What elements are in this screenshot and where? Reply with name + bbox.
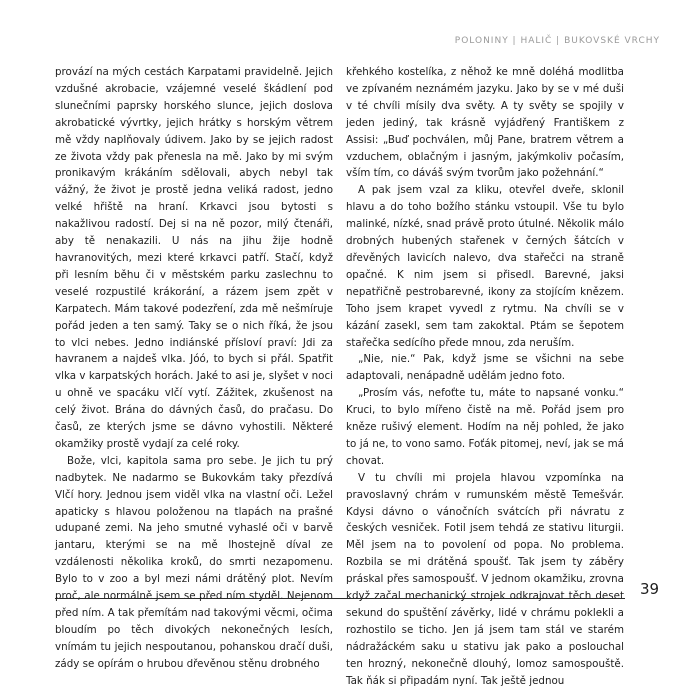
- paragraph: Bože, vlci, kapitola sama pro sebe. Je jich tu prý nadbytek. Ne nadarmo se Bukovkám taky přezdívá Vlčí hory. Jednou jsem viděl vlka na vlastní oči. Ležel apaticky s hlavou položenou na tlapách na prašné udupané zemi. Na jeho smutné vyhaslé oči v barvě jantaru, kterými se na mě lhostejně díval ze vzdálenosti několika kroků, do smrti nezapomenu. Bylo to v zoo a byl mezi námi drátěný plot. Nevím proč, ale normálně jsem se před ním styděl. Nejenom před ním. A tak přemítám nad takovými věcmi, očima bloudím po těch divokých nekonečných lesích, vnímám tu jejich nespoutanou, pohanskou dračí duši, zády se opírám o hrubou dřevěnou stěnu drobného: [55, 454, 333, 670]
- paragraph: V tu chvíli mi projela hlavou vzpomínka na pravoslavný chrám v rumunském městě Temešvár. Kdysi dávno o vánočních svátcích při návratu z českých vesniček. Fotil jsem tehdá ze stativu liturgii. Měl jsem na to povolení od popa. No problema. Rozbila se mi drátěná spoušť. Tak jsem ty záběry práskal přes samospoušť. V jednom okamžiku, zrovna když začal mechanický strojek odkrajovat těch deset sekund do spuštění závěrky, lidé v chrámu poklekli a rozhostilo se ticho. Jen já jsem tam stál ve starém nádražáckém saku u stativu jak pako a poslouchal ten hrozný, nekonečně dlouhý, lomoz samospouště. Tak ňák si připadám nyní. Tak ještě jednou: [346, 471, 624, 687]
- page-number: 39: [640, 580, 660, 598]
- left-column: [55, 64, 333, 673]
- paragraph: „Nie, nie.“ Pak, když jsme se všichni na sebe adaptovali, nenápadně udělám jedno foto.: [346, 353, 624, 383]
- paragraph: A pak jsem vzal za kliku, otevřel dveře, sklonil hlavu a do toho božího stánku vstoupil. Vše tu bylo malinké, nízké, snad právě proto útulné. Několik málo drobných hubených stařenek v černých šátcích v dřevěných lavicích nalevo, dva stařečci na straně opačné. K nim jsem si přisedl. Barevné, jaksi nepatřičně pestrobarevné, ikony za stojícím knězem. Toho jsem krapet vyvedl z rytmu. Na chvíli se v kázání zasekl, sem tam zakoktal. Ptám se šepotem stařečka sedícího přede mnou, zda neruším.: [346, 184, 624, 349]
- paragraph: „Prosím vás, nefoťte tu, máte to napsané vonku.“ Kruci, to bylo mířeno čistě na mě. Pořád jsem pro kněze rušivý element. Hodím na něj pohled, že jako to já ne, to vono samo. Foťák pitomej, neví, jak se má chovat.: [346, 387, 624, 467]
- paragraph: provází na mých cestách Karpatami pravidelně. Jejich vzdušné akrobacie, vzájemné veselé škádlení pod slunečními paprsky horského slunce, jejich doslova akrobatické vývrtky, jejich hrátky s horským větrem mě vždy naplňovaly údivem. Jako by se jejich radost ze života vždy pak přenesla na mě. Jako by mi svým pronikavým krákáním sdělovali, abych nebyl tak vážný, že život je prostě jedna veliká radost, jedno velké hřiště na hraní. Krkavci jsou bytosti s nakažlivou radostí. Dej si na ně pozor, milý čtenáři, aby tě nenakazili. U nás na jihu žije hodně havranovitých, mezi které krkavci patří. Stačí, když při lesním běhu či v městském parku zaslechnu to veselé rozpustilé krákorání, a rázem jsem zpět v Karpatech. Mám takové podezření, zda mě nešmíruje pořád jeden a ten samý. Taky se o nich říká, že jsou to vlci nebes. Jedno indiánské přísloví praví: Jdi za havranem a najdeš vlka. Jóó, to bych si přál. Spatřit vlka v karpatských horách. Jaké to asi je, slyšet v noci u ohně ve spacáku vlčí vytí. Zážitek, zkušenost na celý život. Brána do dávných časů, do pračasu. Do časů, ze kterých jsme se dávno vyhostili. Některé okamžiky prostě vydají za celé roky.: [55, 66, 333, 450]
- right-column: [346, 64, 624, 690]
- running-head: POLONINY | HALIČ | BUKOVSKÉ VRCHY: [454, 36, 660, 46]
- paragraph: křehkého kostelíka, z něhož ke mně doléhá modlitba ve zpívaném neznámém jazyku. Jako by se v mé duši v té chvíli mísily dva světy. A ty světy se spojily v jeden jediný, tak krásně vyjádřený Františkem z Assisi: „Buď pochválen, můj Pane, bratrem větrem a vzduchem, oblačným i jasným, jakýmkoliv počasím, vším tím, co dáváš svým tvorům jako požehnání.“: [346, 66, 624, 180]
- footer-rule: [55, 598, 625, 599]
